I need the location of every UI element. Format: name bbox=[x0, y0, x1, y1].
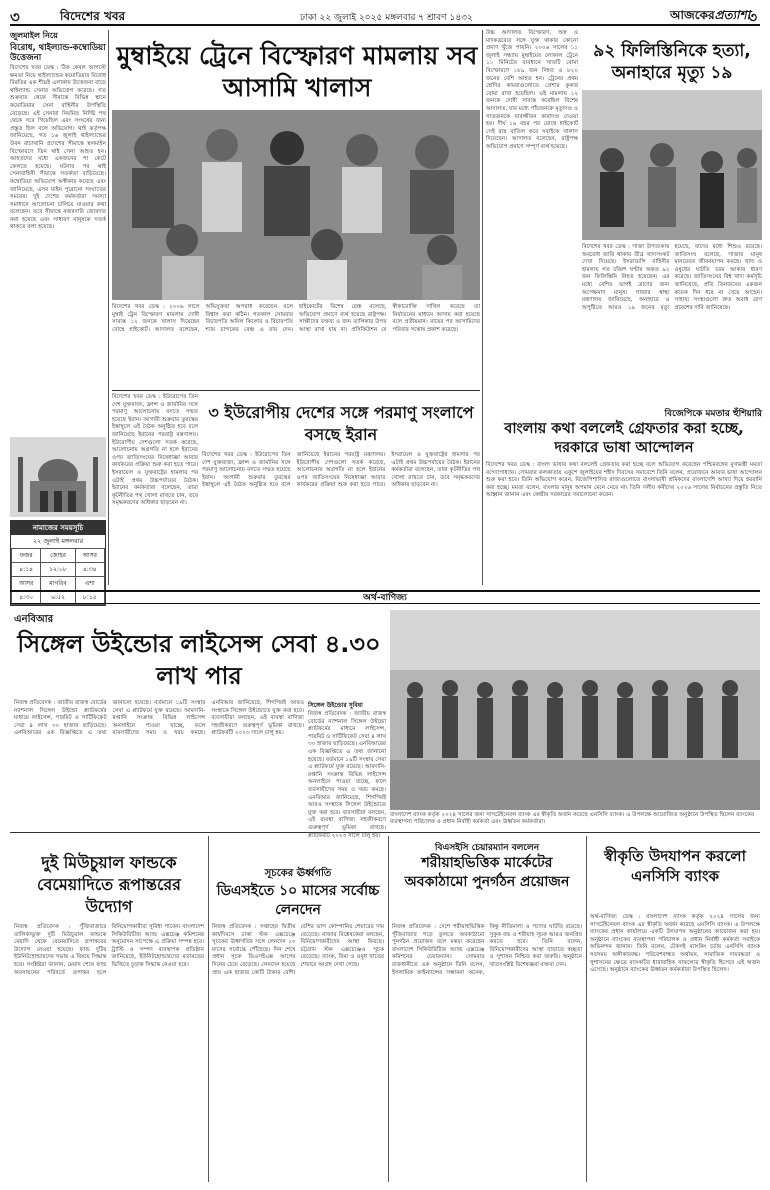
brand-logo bbox=[670, 7, 750, 27]
table-row: ৪:৩০ ৬:৫২ ৮:১৫ bbox=[12, 591, 105, 605]
bsec-body: নিজস্ব প্রতিবেদক : দেশে শরীয়াহভিত্তিক পুঁজিবাজার গড়ে তুলতে অবকাঠামো পুনর্গঠন প্রয়োজন বলে মন্তব্য করেছেন বাংলাদেশ সিকিউরিটিজ অ্যান্ড এক্সচেঞ্জ কমিশনের চেয়ারম্যান। সোমবার রাজধানীতে এক অনুষ্ঠানে তিনি বলেন, ইসলামিক ফাইন্যান্সের সম্ভাবনা অনেক, কিন্তু নীতিমালা ও পণ্যের ঘাটতি রয়েছে। সুকুক বন্ড ও শরীয়াহ সূচক আরও জনপ্রিয় করতে হবে। তিনি বলেন, বিনিয়োগকারীদের আস্থা বাড়াতে স্বচ্ছতা ও সুশাসন নিশ্চিত করা জরুরি। অনুষ্ঠানে খাতসংশ্লিষ্ট বিশেষজ্ঞরা বক্তব্য দেন। bbox=[392, 924, 582, 976]
group-photo-icon bbox=[390, 610, 760, 810]
column-divider bbox=[108, 30, 109, 585]
section-banner-label: অর্থ-বাণিজ্য bbox=[363, 593, 407, 603]
nbr-side-box bbox=[308, 700, 386, 839]
bsec-headline: শরীয়াহভিত্তিক মার্কেটের অবকাঠামো পুনর্গঠন প্রয়োজন bbox=[404, 855, 570, 890]
dse-body: নিজস্ব প্রতিবেদক : সপ্তাহের দ্বিতীয় কার্যদিবসে ঢাকা স্টক এক্সচেঞ্জে সূচকের ঊর্ধ্বগতির সঙ্গে লেনদেন ১০ মাসের সর্বোচ্চে পৌঁছেছে। দিন শেষে প্রধান সূচক ডিএসইএক্স আগের দিনের চেয়ে বেড়েছে। লেনদেন হয়েছে প্রায় এক হাজার কোটি টাকার বেশি। বেশির ভাগ কোম্পানির শেয়ারের দাম বেড়েছে। বাজার বিশ্লেষকেরা বলছেন, বিনিয়োগকারীদের আস্থা ফিরছে। চট্টগ্রাম স্টক এক্সচেঞ্জেও সূচক বেড়েছে। ব্যাংক, বিমা ও ওষুধ খাতের শেয়ারে আগ্রহ দেখা গেছে। bbox=[212, 924, 384, 976]
gaza-photo bbox=[582, 90, 762, 240]
dse-kicker: সূচকের ঊর্ধ্বগতি bbox=[264, 868, 332, 879]
page-number-right: ৩ bbox=[748, 10, 758, 26]
brand-main: প্রত্যাশা bbox=[714, 8, 751, 22]
page-number-left: ৩ bbox=[10, 8, 20, 26]
dse-headline: ডিএসইতে ১০ মাসের সর্বোচ্চ লেনদেন bbox=[216, 883, 380, 918]
bank-photo bbox=[390, 610, 760, 810]
mamata-headline: বাংলায় কথা বললেই গ্রেফতার করা হচ্ছে, দরকারে ভাষা আন্দোলন bbox=[504, 421, 744, 456]
gaza-headline: ৯২ ফিলিস্তিনিকে হত্যা, অনাহারে মৃত্যু ১৯ bbox=[593, 41, 751, 83]
table-row: ৪:১৪ ১২:০৮ ৪:৩৪ bbox=[12, 563, 105, 577]
ncc-headline: স্বীকৃতি উদযাপন করলো এনসিসি ব্যাংক bbox=[604, 847, 746, 885]
nbr-headline: সিঙ্গেল উইন্ডোর লাইসেন্স সেবা ৪.৩০ লাখ পার bbox=[17, 630, 381, 690]
bank-photo-caption: বাংলাদেশ ব্যাংক কর্তৃক ২০২৪ সালের জন্য সাসটেইনেবল ব্যাংক এর স্বীকৃতি অর্জন করেছে এনসিসি ব্যাংক। এ উপলক্ষে আয়োজিত অনুষ্ঠানে উপস্থিত ছিলেন ব্যাংকের ব্যবস্থাপনা পরিচালক ও প্রধান নির্বাহী কর্মকর্তা এবং ঊর্ধ্বতন কর্মকর্তারা। bbox=[390, 812, 755, 826]
nbr-side-title: সিঙ্গেল উইন্ডোর সুবিধা bbox=[308, 702, 363, 709]
iran-body-right: বিদেশের খবর ডেস্ক : ইউরোপের তিন দেশ যুক্তরাজ্য, ফ্রান্স ও জার্মানির সঙ্গে পরমাণু আলোচনায় বসতে সম্মত হয়েছে ইরান। আগামী শুক্রবার তুরস্কের ইস্তাম্বুলে এই বৈঠক অনুষ্ঠিত হবে বলে জানিয়েছে ইরানের পররাষ্ট্র মন্ত্রণালয়। ইউরোপীয় দেশগুলো সতর্ক করেছে, আলোচনায় অগ্রগতি না হলে ইরানের ওপর জাতিসংঘের নিষেধাজ্ঞা আবার কার্যকরের প্রক্রিয়া শুরু করা হতে পারে। ইসরায়েল ও যুক্তরাষ্ট্রের হামলার পর এটাই প্রথম উচ্চপর্যায়ের বৈঠক। ইরানের কর্মকর্তারা বলেছেন, তারা কূটনীতির পথ খোলা রাখতে চান, তবে সমৃদ্ধকরণের অধিকার ছাড়বেন না। bbox=[202, 452, 480, 489]
column-divider bbox=[586, 836, 587, 1182]
mosque-image bbox=[10, 437, 106, 517]
left-column bbox=[10, 30, 106, 601]
mumbai-body-col: উচ্চ আদালত বিস্ফোরণ, অস্ত্র ও মাদকদ্রব্যের সঙ্গে যুক্ত থাকার কোনো প্রমাণ খুঁজে পায়নি। ২০০৬ সালের ১১ জুলাই সন্ধ্যায় মুম্বাইয়ের লোকাল ট্রেনে ১১ মিনিটের ব্যবধানে সাতটি বোমা বিস্ফোরণে ১৮৯ জন নিহত ও ৮২০ জনের বেশি আহত হন। ট্রেনের প্রথম শ্রেণির কামরাগুলোতে প্রেশার কুকার বোমা রাখা হয়েছিল। এই মামলায় ১২ জনকে দোষী সাব্যস্ত করেছিল বিশেষ আদালত, যার মধ্যে পাঁচজনকে মৃত্যুদণ্ড ও সাতজনকে যাবজ্জীবন কারাদণ্ড দেওয়া হয়। দীর্ঘ ১৯ বছর পর বোম্বে হাইকোর্ট সেই রায় বাতিল করে সবাইকে খালাস দিয়েছেন। আদালত বলেছেন, রাষ্ট্রপক্ষ অভিযোগ প্রমাণে সম্পূর্ণ ব্যর্থ হয়েছে। bbox=[486, 30, 578, 150]
ncc-body: অর্থ-বাণিজ্য ডেস্ক : বাংলাদেশ ব্যাংক কর্তৃক ২০২৪ সালের জন্য সাসটেইনেবল ব্যাংক এর স্বীকৃতি অর্জন করেছে এনসিসি ব্যাংক। এ উপলক্ষে ব্যাংকের প্রধান কার্যালয়ে একটি উদযাপন অনুষ্ঠানের আয়োজন করা হয়। অনুষ্ঠানে ব্যাংকের ব্যবস্থাপনা পরিচালক ও প্রধান নির্বাহী কর্মকর্তা সবাইকে অভিনন্দন জানান। তিনি বলেন, টেকসই ব্যাংকিং চর্চায় এনসিসি ব্যাংক সবসময় অঙ্গীকারবদ্ধ। পরিবেশবান্ধব অর্থায়ন, সামাজিক দায়বদ্ধতা ও সুশাসনের ক্ষেত্রে ব্যাংকটির ধারাবাহিক সাফল্যের স্বীকৃতি হিসেবে এই অর্জন এসেছে। অনুষ্ঠানে ব্যাংকের ঊর্ধ্বতন কর্মকর্তারা উপস্থিত ছিলেন। bbox=[590, 914, 760, 974]
mutual-body: নিজস্ব প্রতিবেদক : পুঁজিবাজারে তালিকাভুক্ত দুটি মিউচুয়াল ফান্ডকে মেয়াদি থেকে বেমেয়াদিতে রূপান্তরের উদ্যোগ নেওয়া হয়েছে। ফান্ড দুটির ইউনিটহোল্ডারদের সভায় এ বিষয়ে সিদ্ধান্ত হবে। সংশ্লিষ্টরা জানান, মেয়াদ শেষে ফান্ড অবসায়নের পরিবর্তে রূপান্তর হলে বিনিয়োগকারীরা সুবিধা পাবেন। বাংলাদেশ সিকিউরিটিজ অ্যান্ড এক্সচেঞ্জ কমিশনের অনুমোদন সাপেক্ষে এ প্রক্রিয়া সম্পন্ন হবে। ট্রাস্টি ও সম্পদ ব্যবস্থাপক প্রতিষ্ঠান জানিয়েছে, ইউনিটহোল্ডারদের মতামতের ভিত্তিতে চূড়ান্ত সিদ্ধান্ত নেওয়া হবে। bbox=[14, 924, 204, 976]
mumbai-headline: মুম্বাইয়ে ট্রেনে বিস্ফোরণ মামলায় সব আসামি খালাস bbox=[116, 41, 478, 102]
iran-body-left: বিদেশের খবর ডেস্ক : ইউরোপের তিন দেশ যুক্তরাজ্য, ফ্রান্স ও জার্মানির সঙ্গে পরমাণু আলোচনায় বসতে সম্মত হয়েছে ইরান। আগামী শুক্রবার তুরস্কের ইস্তাম্বুলে এই বৈঠক অনুষ্ঠিত হবে বলে জানিয়েছে ইরানের পররাষ্ট্র মন্ত্রণালয়। ইউরোপীয় দেশগুলো সতর্ক করেছে, আলোচনায় অগ্রগতি না হলে ইরানের ওপর জাতিসংঘের নিষেধাজ্ঞা আবার কার্যকরের প্রক্রিয়া শুরু করা হতে পারে। ইসরায়েল ও যুক্তরাষ্ট্রের হামলার পর এটাই প্রথম উচ্চপর্যায়ের বৈঠক। ইরানের কর্মকর্তারা বলেছেন, তারা কূটনীতির পথ খোলা রাখতে চান, তবে সমৃদ্ধকরণের অধিকার ছাড়বেন না। bbox=[112, 394, 198, 507]
brand-prefix: আজকের bbox=[670, 8, 715, 22]
divider-iran bbox=[112, 390, 480, 391]
left-article-body: বিদেশের খবর ডেস্ক : ঠিক কেবল আগস্টে ক্ষমতা নিয়ে থাইল্যান্ডের কমোডিয়ার বিরোধ বিরতির এক শীঘ্রই এলাকায় উত্তেজনা বাড়ে থাইল্যান্ড সেনার অভিযোগ করেছে। গত শুক্রবার থেকে সীমান্তে বিভিন্ন স্থানে কমোডিয়ার সেনা বাহিনীর উপস্থিতি বেড়েছে। এই সেনারা নিয়মিত নির্দিষ্ট পথ থেকে সরে গিয়েছিল এবং সংঘর্ষের জন্য প্রস্তুত ছিল বলে অভিযোগ। থাই কর্তৃপক্ষ জানিয়েছে, গত ১৬ জুলাই থাইল্যান্ডের উবন রাচাথানি প্রদেশের সীমান্তে স্থলমাইন বিস্ফোরণে তিন থাই সেনা আহত হন। আহতদের মধ্যে একজনের পা কেটে ফেলতে হয়েছে। ঘটনার পর থাই সেনাবাহিনী সীমান্তে সতর্কতা বাড়িয়েছে। কম্বোডিয়া অভিযোগ অস্বীকার করেছে এবং জানিয়েছে, এসব মাইন পুরোনো সংঘাতের সময়ের। দুই দেশের কর্মকর্তারা সমস্যা সমাধানে আলোচনা চালিয়ে যাওয়ার কথা বলেছেন। তবে সীমান্তে নজরদারি জোরদার করা হয়েছে এবং সাধারণ মানুষকে সতর্ক থাকতে বলা হয়েছে। bbox=[10, 65, 106, 231]
left-headline: বিরোধ, থাইল্যান্ড-কম্বোডিয়া উত্তেজনা bbox=[10, 43, 106, 63]
mumbai-photo bbox=[112, 110, 480, 300]
column-divider bbox=[208, 836, 209, 1182]
mamata-kicker: বিজেপিকে মমতার হুঁশিয়ারি bbox=[664, 409, 762, 419]
column-divider bbox=[388, 836, 389, 1182]
section-title: বিদেশের খবর bbox=[60, 9, 126, 23]
nbr-body: নিজস্ব প্রতিবেদক : জাতীয় রাজস্ব বোর্ডের ন্যাশনাল সিঙ্গেল উইন্ডো প্ল্যাটফর্মের মাধ্যমে লাইসেন্স, পারমিট ও সার্টিফিকেট সেবা ৪ লাখ ৩০ হাজার ছাড়িয়েছে। এনবিআরের এক বিজ্ঞপ্তিতে এ তথ্য জানানো হয়েছে। বর্তমানে ১৯টি সংস্থার সেবা এ প্ল্যাটফর্মে যুক্ত রয়েছে। আমদানি-রপ্তানি সংক্রান্ত বিভিন্ন লাইসেন্স অনলাইনে পাওয়া যাচ্ছে, ফলে ব্যবসায়ীদের সময় ও খরচ কমছে। এনবিআর জানিয়েছে, শিগগিরই আরও সংস্থাকে সিঙ্গেল উইন্ডোতে যুক্ত করা হবে। ব্যবসায়ীরা বলছেন, এই ব্যবস্থা বাণিজ্য সহজীকরণে গুরুত্বপূর্ণ ভূমিকা রাখছে। প্ল্যাটফর্মটি ২০২৩ সালে চালু হয়। bbox=[14, 700, 304, 737]
nbr-kicker: এনবিআর bbox=[14, 614, 54, 625]
bsec-kicker: বিএসইসি চেয়ারম্যান বললেন bbox=[434, 843, 540, 853]
crowd-photo-icon bbox=[112, 110, 480, 300]
page-header bbox=[10, 6, 760, 26]
column-divider bbox=[482, 30, 483, 585]
dateline: ঢাকা ২২ জুলাই ২০২৫ মঙ্গলবার ৭ শ্রাবণ ১৪৩২ bbox=[300, 13, 473, 23]
mamata-body: বিদেশের খবর ডেস্ক : বাংলা ভাষায় কথা বললেই গ্রেফতার করা হচ্ছে বলে অভিযোগ করেছেন পশ্চিমবঙ্গের মুখ্যমন্ত্রী মমতা বন্দ্যোপাধ্যায়। সোমবার কলকাতায় একুশে জুলাইয়ের শহীদ দিবসের সমাবেশে তিনি বলেন, প্রয়োজনে আবার ভাষা আন্দোলন শুরু করা হবে। তিনি অভিযোগ করেন, বিজেপিশাসিত রাজ্যগুলোতে বাংলাভাষী শ্রমিকদের বাংলাদেশি আখ্যা দিয়ে হয়রানি করা হচ্ছে। মমতা বলেন, বাংলার মানুষ অপমান মেনে নেবে না। তিনি দলীয় কর্মীদের ২০২৬ সালের নির্বাচনের প্রস্তুতি নিতে আহ্বান জানান এবং কেন্দ্রীয় সরকারের সমালোচনা করেন। bbox=[486, 462, 762, 499]
mosque-icon bbox=[10, 437, 106, 517]
prayer-date: ২২ জুলাই মঙ্গলবার bbox=[32, 537, 84, 545]
table-row: আসর মাগরিব এশা bbox=[12, 577, 105, 591]
mutual-headline: দুই মিউচুয়াল ফান্ডকে বেমেয়াদিতে রূপান্তরের উদ্যোগ bbox=[37, 853, 181, 916]
gaza-body: বিদেশের খবর ডেস্ক : গাজা উপত্যকায় অবরোধ জারি থাকায় তীব্র খাদ্যসংকট দেখা দিয়েছে। ইসরায়েলি বাহিনীর হামলায় গত চব্বিশ ঘণ্টায় অন্তত ৯২ জন ফিলিস্তিনি নিহত হয়েছেন। এর মধ্যে বেশির ভাগই ত্রাণের জন্য অপেক্ষমাণ মানুষ। গাজার স্বাস্থ্য মন্ত্রণালয় জানিয়েছে, অনাহারে ও অপুষ্টিতে আরও ১৯ জনের মৃত্যু হয়েছে, যাদের মধ্যে শিশুও রয়েছে। জাতিসংঘ বলেছে, গাজার মানুষ মানবেতর জীবনযাপন করছে। খাদ্য ও ওষুধের ঘাটতি চরম আকার ধারণ করেছে। জাতিসংঘের বিশ্ব খাদ্য কর্মসূচি জানিয়েছে, প্রতি তিনজনের একজন কয়েক দিন ধরে না খেয়ে আছেন। সাহায্য সংস্থাগুলো দ্রুত অবাধ ত্রাণ প্রবেশের দাবি জানিয়েছে। bbox=[582, 244, 762, 311]
people-photo-icon bbox=[582, 90, 762, 240]
left-kicker: জুলমাইল নিয়ে bbox=[10, 31, 58, 40]
prayer-title: নামাজের সময়সূচি bbox=[11, 521, 105, 535]
section-banner bbox=[10, 590, 760, 604]
table-row: ফজর জোহর আসর bbox=[12, 549, 105, 563]
iran-headline: ৩ ইউরোপীয় দেশের সঙ্গে পরমাণু সংলাপে বসছে ইরান bbox=[208, 403, 474, 444]
mumbai-body-lower: বিদেশের খবর ডেস্ক : ২০০৬ সালে মুম্বাই ট্রেন বিস্ফোরণ মামলায় দোষী সাব্যস্ত ১২ জনকে খালাস দিয়েছেন বোম্বে হাইকোর্ট। আদালত বলেছেন, অভিযুক্তরা অপরাধ করেছেন বলে বিশ্বাস করা কঠিন। গতকাল সোমবার বিচারপতি অনিল কিলোর ও বিচারপতি শ্যাম চান্দকের বেঞ্চ এ রায় দেন। হাইকোর্টের বিশেষ বেঞ্চ বলেছে, অভিযোগ প্রমাণে ব্যর্থ হয়েছে রাষ্ট্রপক্ষ। সাক্ষীদের বক্তব্য ও জব্দ তালিকার উপর আস্থা রাখা যায় না। প্রসিকিউশন যে স্বীকারোক্তি দাখিল করেছে তা নির্যাতনের মাধ্যমে আদায় করা হয়েছে বলে প্রতীয়মান। রায়ের পর আসামিদের পরিবার সন্তোষ প্রকাশ করেছে। bbox=[112, 304, 480, 333]
nbr-side-body: নিজস্ব প্রতিবেদক : জাতীয় রাজস্ব বোর্ডের ন্যাশনাল সিঙ্গেল উইন্ডো প্ল্যাটফর্মের মাধ্যমে লাইসেন্স, পারমিট ও সার্টিফিকেট সেবা ৪ লাখ ৩০ হাজার ছাড়িয়েছে। এনবিআরের এক বিজ্ঞপ্তিতে এ তথ্য জানানো হয়েছে। বর্তমানে ১৯টি সংস্থার সেবা এ প্ল্যাটফর্মে যুক্ত রয়েছে। আমদানি-রপ্তানি সংক্রান্ত বিভিন্ন লাইসেন্স অনলাইনে পাওয়া যাচ্ছে, ফলে ব্যবসায়ীদের সময় ও খরচ কমছে। এনবিআর জানিয়েছে, শিগগিরই আরও সংস্থাকে সিঙ্গেল উইন্ডোতে যুক্ত করা হবে। ব্যবসায়ীরা বলছেন, এই ব্যবস্থা বাণিজ্য সহজীকরণে গুরুত্বপূর্ণ ভূমিকা রাখছে। প্ল্যাটফর্মটি ২০২৩ সালে চালু হয়। bbox=[308, 711, 386, 839]
divider-lower bbox=[10, 832, 760, 833]
